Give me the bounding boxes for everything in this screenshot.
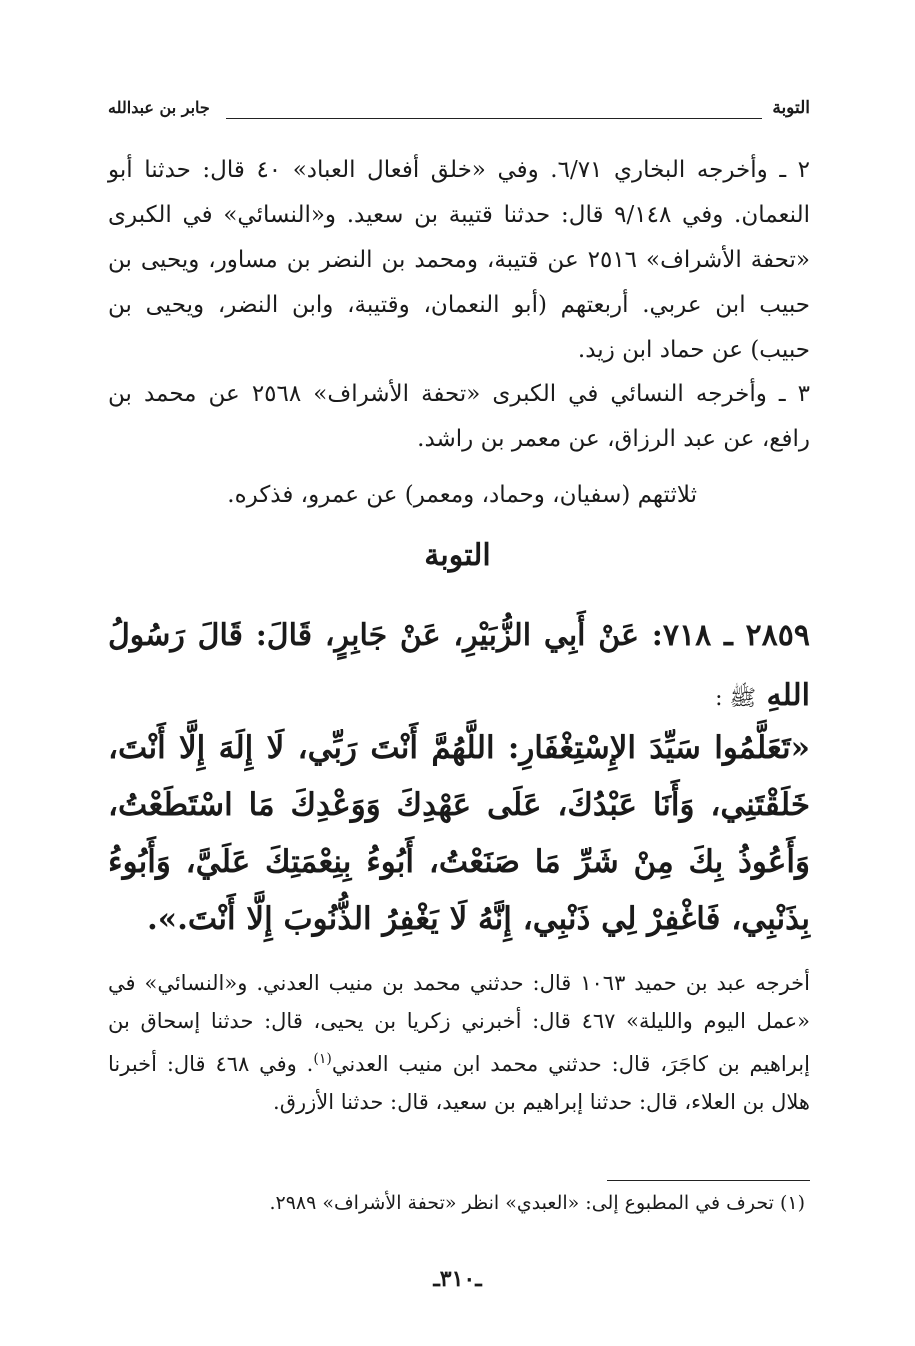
takhrij-text-part-1: أخرجه عبد بن حميد ١٠٦٣ قال: حدثني محمد بن منيب العدني. و«النسائي» في «عمل اليوم والليلة» ٤٦٧ قال: أخبرني زكريا بن يحيى، قال: حدثنا إسحاق بن إبراهيم بن كاجَرَ، قال: حدثني محمد ابن منيب العدني [108,971,810,1076]
hadith-matn: «تَعَلَّمُوا سَيِّدَ الإِسْتِغْفَارِ: اللَّهُمَّ أَنْتَ رَبِّي، لَا إِلَهَ إِلَّا أَنْتَ، خَلَقْتَنِي، وَأَنَا عَبْدُكَ، عَلَى عَهْدِكَ وَوَعْدِكَ مَا اسْتَطَعْتُ، وَأَعُوذُ بِكَ مِنْ شَرِّ مَا صَنَعْتُ، أَبُوءُ بِنِعْمَتِكَ عَلَيَّ، وَأَبُوءُ بِذَنْبِي، فَاغْفِرْ لِي ذَنْبِي، إِنَّهُ لَا يَغْفِرُ الذُّنُوبَ إِلَّا أَنْتَ.». [108,730,810,937]
hadith-isnad: ٢٨٥٩ ـ ٧١٨: عَنْ أَبِي الزُّبَيْرِ، عَنْ جَابِرٍ، قَالَ: قَالَ رَسُولُ اللهِ [108,618,810,713]
header-rule [226,118,762,119]
page-number: ـ٣١٠ـ [433,1266,482,1292]
header-chapter-title: التوبة [772,98,810,118]
takhrij-text-part-2: . وفي ٤٦٨ قال: أخبرنا هلال بن العلاء، قال: حدثنا إبراهيم بن سعيد، قال: حدثنا الأزرق. [108,1052,810,1114]
footnote-separator [607,1180,810,1181]
hadith-intro [108,606,810,729]
takhrij-paragraph [108,964,810,1121]
header-narrator-name: جابر بن عبدالله [108,98,210,117]
footnote: (١) تحرف في المطبوع إلى: «العبدي» انظر «تحفة الأشراف» ٢٩٨٩. [269,1192,805,1214]
chains-summary: ثلاثتهم (سفيان، وحماد، ومعمر) عن عمرو، فذكره. [227,482,697,508]
note-2: ٢ ـ وأخرجه البخاري ٦/٧١. وفي «خلق أفعال العباد» ٤٠ قال: حدثنا أبو النعمان. وفي ٩/١٤٨ قال: حدثنا قتيبة بن سعيد. و«النسائي» في الكبرى «تحفة الأشراف» ٢٥١٦ عن قتيبة، ومحمد بن النضر بن مساور، ويحيى بن حبيب ابن عربي. أربعتهم (أبو النعمان، وقتيبة، وابن النضر، ويحيى بن حبيب) عن حماد ابن زيد. [108,157,810,363]
section-heading: التوبة [424,538,491,573]
note-3: ٣ ـ وأخرجه النسائي في الكبرى «تحفة الأشراف» ٢٥٦٨ عن محمد بن رافع، عن عبد الرزاق، عن معمر بن راشد. [108,381,810,452]
footnote-ref-mark: (١) [313,1051,332,1067]
running-header [108,96,810,130]
salutation-glyph: ﷺ : [715,686,757,711]
